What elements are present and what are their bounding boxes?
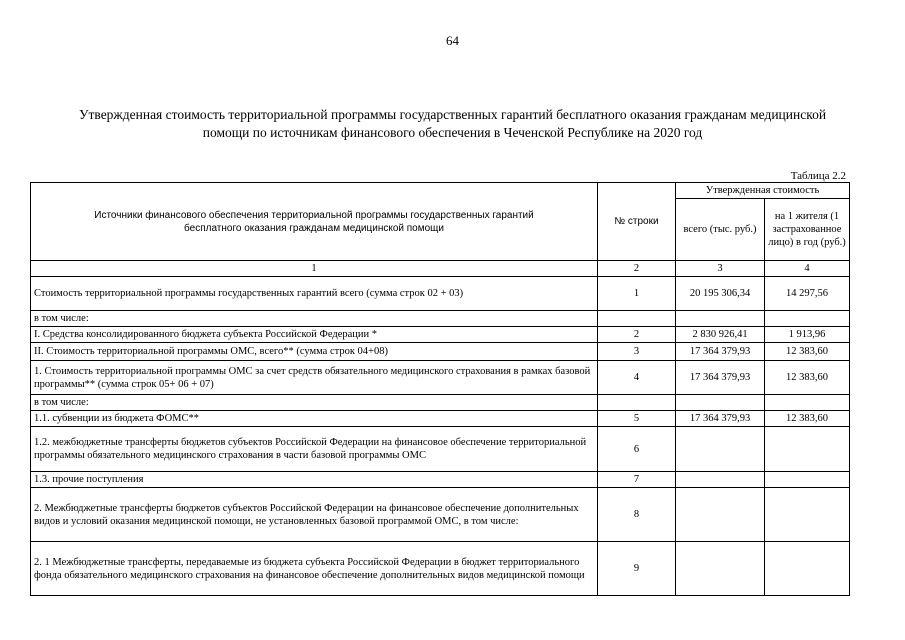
row-label: Стоимость территориальной программы государственных гарантий всего (сумма строк 02 + 03)	[31, 277, 598, 311]
row-per-resident: 12 383,60	[765, 361, 850, 395]
row-total: 17 364 379,93	[676, 343, 765, 361]
row-number: 5	[598, 411, 676, 427]
row-number: 2	[598, 327, 676, 343]
header-approved-cost: Утвержденная стоимость	[676, 183, 850, 199]
row-label: 1.2. межбюджетные трансферты бюджетов субъектов Российской Федерации на финансовое обеспечение территориальной программы обязательного медицинского страхования в части базовой программы ОМС	[31, 427, 598, 472]
row-per-resident	[765, 395, 850, 411]
row-per-resident	[765, 472, 850, 488]
row-total	[676, 395, 765, 411]
row-total: 17 364 379,93	[676, 361, 765, 395]
header-row-no: № строки	[598, 183, 676, 261]
row-label: I. Средства консолидированного бюджета субъекта Российской Федерации *	[31, 327, 598, 343]
row-number: 7	[598, 472, 676, 488]
header-total: всего (тыс. руб.)	[676, 199, 765, 261]
table-row	[31, 395, 850, 411]
row-total	[676, 472, 765, 488]
row-number: 9	[598, 542, 676, 596]
page-number: 64	[446, 33, 459, 48]
row-number: 8	[598, 488, 676, 542]
table-caption: Таблица 2.2	[790, 170, 846, 182]
row-label: II. Стоимость территориальной программы ОМС, всего** (сумма строк 04+08)	[31, 343, 598, 361]
row-per-resident	[765, 427, 850, 472]
row-per-resident: 1 913,96	[765, 327, 850, 343]
row-total	[676, 542, 765, 596]
row-number: 3	[598, 343, 676, 361]
header-row-1	[31, 183, 850, 199]
table-row	[31, 327, 850, 343]
row-label: в том числе:	[31, 311, 598, 327]
row-label: 2. 1 Межбюджетные трансферты, передаваемые из бюджета субъекта Российской Федерации в бюджет территориального фонда обязательного медицинского страхования на финансовое обеспечение дополнительных видов медицинской помощи	[31, 542, 598, 596]
header-sources: Источники финансового обеспечения территориальной программы государственных гарантий бесплатного оказания гражданам медицинской помощи	[31, 183, 598, 261]
table-row	[31, 542, 850, 596]
row-total	[676, 311, 765, 327]
row-label: 1. Стоимость территориальной программы ОМС за счет средств обязательного медицинского страхования в рамках базовой программы** (сумма строк 05+ 06 + 07)	[31, 361, 598, 395]
table-row	[31, 472, 850, 488]
row-per-resident	[765, 311, 850, 327]
col-number-3: 3	[676, 261, 765, 277]
row-number: 4	[598, 361, 676, 395]
row-number	[598, 311, 676, 327]
header-per-resident: на 1 жителя (1 застрахованное лицо) в год (руб.)	[765, 199, 850, 261]
row-label: 1.3. прочие поступления	[31, 472, 598, 488]
row-per-resident	[765, 542, 850, 596]
row-total	[676, 427, 765, 472]
row-label: в том числе:	[31, 395, 598, 411]
row-per-resident: 12 383,60	[765, 411, 850, 427]
row-total	[676, 488, 765, 542]
row-total: 2 830 926,41	[676, 327, 765, 343]
table-row	[31, 427, 850, 472]
title-line-1: Утвержденная стоимость территориальной программы государственных гарантий бесплатного оказания гражданам медицинской	[78, 107, 827, 122]
row-label: 1.1. субвенции из бюджета ФОМС**	[31, 411, 598, 427]
title-line-2: помощи по источникам финансового обеспечения в Чеченской Республике на 2020 год	[202, 125, 703, 140]
row-per-resident: 14 297,56	[765, 277, 850, 311]
row-total: 17 364 379,93	[676, 411, 765, 427]
row-total: 20 195 306,34	[676, 277, 765, 311]
table-row	[31, 277, 850, 311]
row-number: 1	[598, 277, 676, 311]
funding-table	[30, 182, 850, 596]
col-number-1: 1	[31, 261, 598, 277]
row-number	[598, 395, 676, 411]
col-number-4: 4	[765, 261, 850, 277]
table-row	[31, 311, 850, 327]
column-numbers-row	[31, 261, 850, 277]
row-per-resident	[765, 488, 850, 542]
table-row	[31, 361, 850, 395]
row-number: 6	[598, 427, 676, 472]
row-label: 2. Межбюджетные трансферты бюджетов субъектов Российской Федерации на финансовое обеспечение дополнительных видов и условий оказания медицинской помощи, не установленных базовой программой ОМС, в том числе:	[31, 488, 598, 542]
document-title	[30, 106, 875, 142]
table-row	[31, 488, 850, 542]
table-row	[31, 411, 850, 427]
row-per-resident: 12 383,60	[765, 343, 850, 361]
table-row	[31, 343, 850, 361]
col-number-2: 2	[598, 261, 676, 277]
